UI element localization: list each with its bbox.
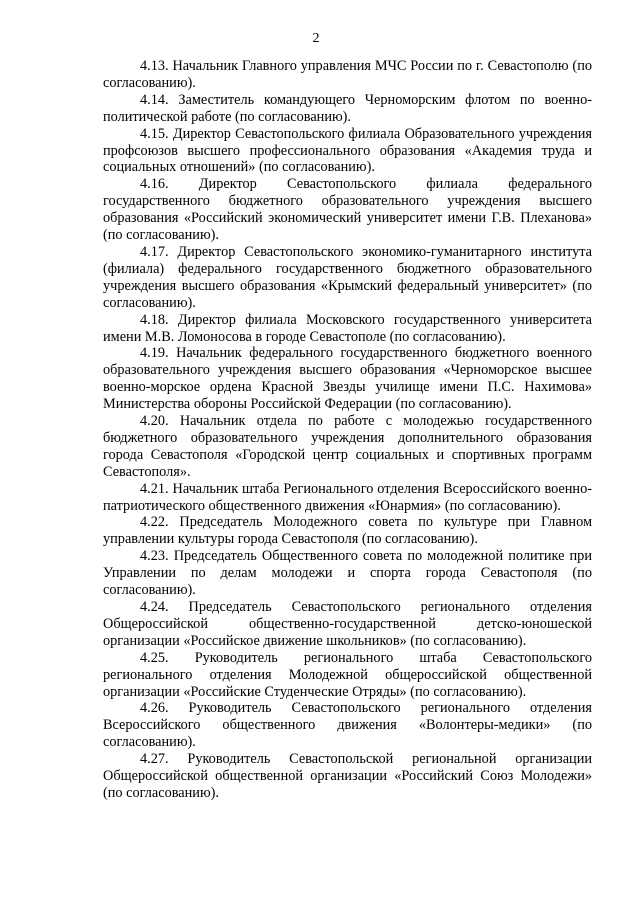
list-item-4-25: 4.25. Руководитель регионального штаба Севастопольского регионального отделения Молодежной общероссийской общественной организации «Российские Студенческие Отряды» (по согласованию). [103,649,592,700]
list-item-4-16: 4.16. Директор Севастопольского филиала федерального государственного бюджетного образовательного учреждения высшего образования «Российский экономический университет имени Г.В. Плеханова» (по согласованию). [103,176,592,244]
list-item-4-18: 4.18. Директор филиала Московского государственного университета имени М.В. Ломоносова в городе Севастополе (по согласованию). [103,311,592,345]
page-number: 2 [312,31,320,46]
list-item-4-15: 4.15. Директор Севастопольского филиала Образовательного учреждения профсоюзов высшего профессионального образования «Академия труда и социальных отношений» (по согласованию). [103,125,592,176]
list-item-4-26: 4.26. Руководитель Севастопольского регионального отделения Всероссийского общественного движения «Волонтеры-медики» (по согласованию). [103,700,592,751]
list-item-4-17: 4.17. Директор Севастопольского экономико-гуманитарного института (филиала) федерального государственного бюджетного образовательного учреждения высшего образования «Крымский федеральный университет» (по согласованию). [103,243,592,311]
list-item-4-22: 4.22. Председатель Молодежного совета по культуре при Главном управлении культуры города Севастополя (по согласованию). [103,514,592,548]
list-item-4-20: 4.20. Начальник отдела по работе с молодежью государственного бюджетного образовательного учреждения дополнительного образования города Севастополя «Городской центр социальных и спортивных программ Севастополя». [103,413,592,480]
list-item-4-19: 4.19. Начальник федерального государственного бюджетного военного образовательного учреждения высшего образования «Черноморское высшее военно-морское ордена Красной Звезды училище имени П.С. Нахимова» Министерства обороны Российской Федерации (по согласованию). [103,345,592,413]
list-item-4-21: 4.21. Начальник штаба Регионального отделения Всероссийского военно-патриотического общественного движения «Юнармия» (по согласованию). [103,480,592,514]
document-body [103,58,592,802]
list-item-4-14: 4.14. Заместитель командующего Черноморским флотом по военно-политической работе (по согласованию). [103,91,592,125]
list-item-4-27: 4.27. Руководитель Севастопольской региональной организации Общероссийской общественной организации «Российский Союз Молодежи» (по согласованию). [103,751,592,801]
list-item-4-24: 4.24. Председатель Севастопольского регионального отделения Общероссийской общественно-государственной детско-юношеской организации «Российское движение школьников» (по согласованию). [103,599,592,649]
list-item-4-13: 4.13. Начальник Главного управления МЧС России по г. Севастополю (по согласованию). [103,58,592,91]
list-item-4-23: 4.23. Председатель Общественного совета по молодежной политике при Управлении по делам молодежи и спорта города Севастополя (по согласованию). [103,548,592,599]
